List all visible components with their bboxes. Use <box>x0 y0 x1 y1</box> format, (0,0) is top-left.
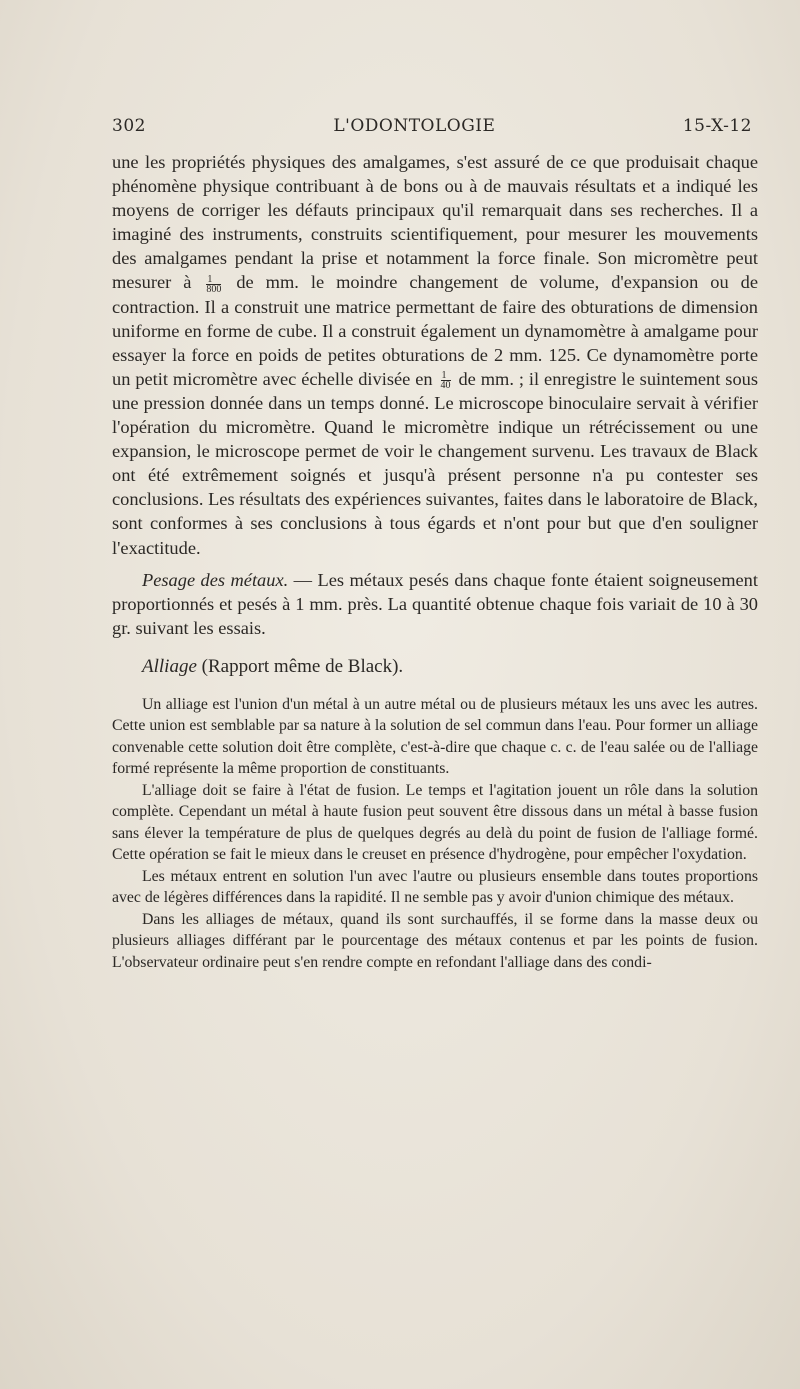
page-number: 302 <box>112 116 146 136</box>
fraction-1-800: $\frac{1}{800}$ <box>206 273 222 295</box>
paragraph-small: Dans les alliages de métaux, quand ils sont surchauffés, il se forme dans la masse deux ou plusieurs alliages différant par le pourcentage des métaux contenus et par les points de fusion. L'observateur ordinaire peut s'en rendre compte en refondant l'alliage dans des condi- <box>112 910 758 971</box>
issue-date: 15-X-12 <box>682 116 752 136</box>
paragraph-small: Les métaux entrent en solution l'un avec l'autre ou plusieurs ensemble dans toutes proportions avec de légères différences dans la rapidité. Il ne semble pas y avoir d'union chimique des métaux. <box>112 867 758 907</box>
running-header <box>112 116 752 136</box>
running-title: L'ODONTOLOGIE <box>333 116 496 136</box>
paragraph-pesage: Pesage des métaux. — Les métaux pesés dans chaque fonte étaient soigneusement proportionnés et pesés à 1 mm. près. La quantité obtenue chaque fois variait de 10 à 30 gr. suivant les essais. <box>112 569 758 638</box>
paragraph-small: Un alliage est l'union d'un métal à un autre métal ou de plusieurs métaux les uns avec les autres. Cette union est semblable par sa nature à la solution de sel commun dans l'eau. Pour former un alliage convenable cette solution doit être complète, c'est-à-dire que chaque c. c. de l'eau salée ou de l'alliage formé représente la même proportion de constituants. <box>112 695 758 778</box>
paragraph-black-research: une les propriétés physiques des amalgames, s'est assuré de ce que produisait chaque phénomène physique contribuant à de bons ou à de mauvais résultats et a indiqué les moyens de corriger les défauts principaux qu'il remarquait dans ses recherches. Il a imaginé des instruments, construits scientifiquement, pour mesurer les mouvements des amalgames pendant la prise et notamment la force finale. Son micromètre peut mesurer à $\frac{1}{800}$ de mm. le moindre changement de volume, d'expansion ou de contraction. Il a construit une matrice permettant de faire des obturations de dimension uniforme en forme de cube. Il a construit également un dynamomètre à amalgame pour essayer la force en poids de petites obturations de 2 mm. 125. Ce dynamomètre porte un petit micromètre avec échelle divisée en $\frac{1}{40}$ de mm. ; il enregistre le suintement sous une pression donnée dans un temps donné. Le microscope binoculaire servait à vérifier l'opération du micromètre. Quand le micromètre indique un rétrécissement ou une expansion, le microscope permet de voir le changement survenu. Les travaux de Black ont été extrêmement soignés et jusqu'à présent personne n'a pu contester ses conclusions. Les résultats des expériences suivantes, faites dans le laboratoire de Black, sont conformes à ses conclusions à tous égards et n'ont pour but que d'en souligner l'exactitude. <box>112 152 759 558</box>
fraction-1-40: $\frac{1}{40}$ <box>440 370 451 392</box>
paragraph-small: L'alliage doit se faire à l'état de fusion. Le temps et l'agitation jouent un rôle dans la solution complète. Cependant un métal à haute fusion peut souvent être dissous dans un métal à basse fusion sans élever la température de plus de quelques degrés au delà du point de fusion de l'alliage formé. Cette opération se fait le mieux dans le creuset en présence d'hydrogène, pour empêcher l'oxydation. <box>112 781 758 864</box>
body-text <box>112 150 758 973</box>
pesage-title: Pesage des métaux. <box>142 569 289 590</box>
section-heading-alliage: Alliage (Rapport même de Black). <box>142 655 404 677</box>
